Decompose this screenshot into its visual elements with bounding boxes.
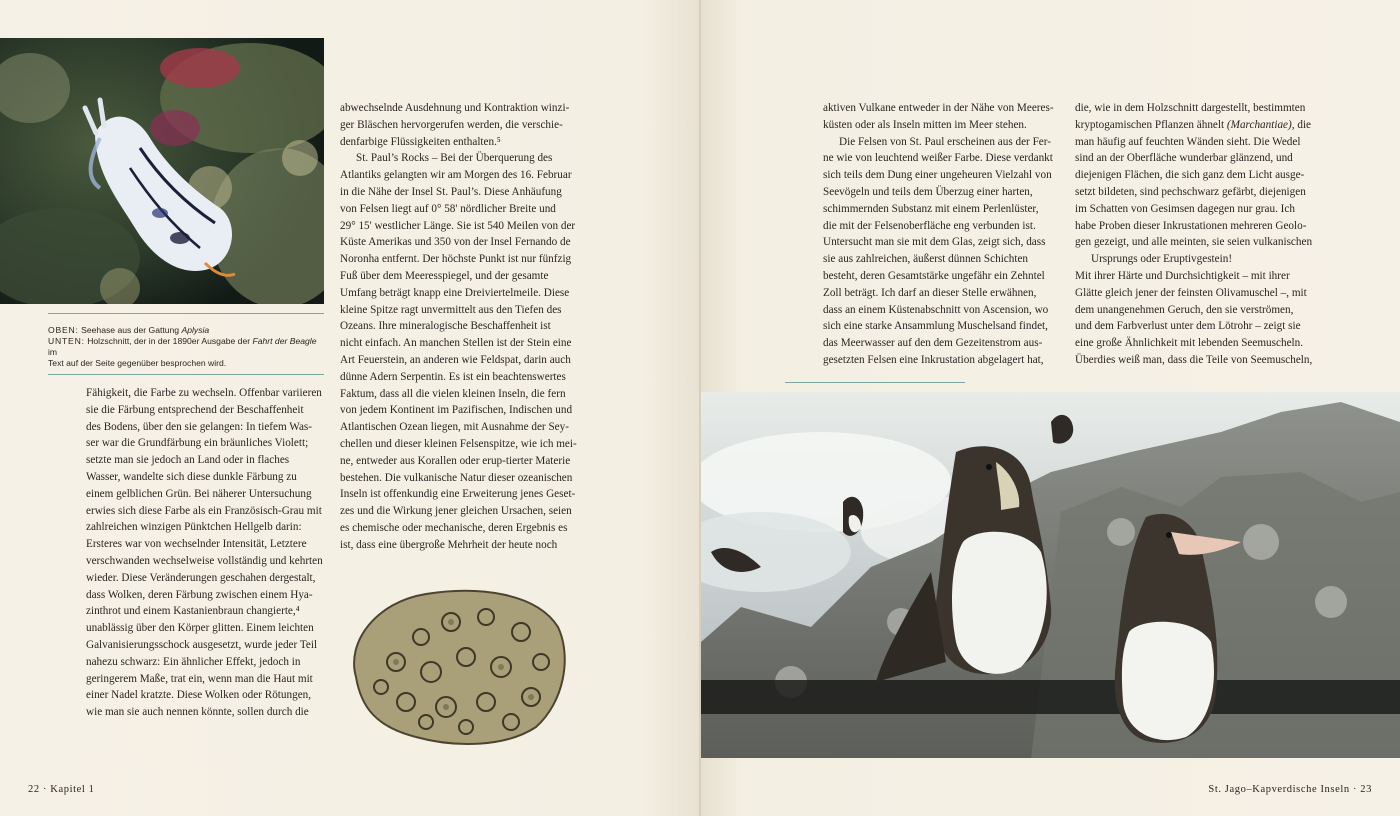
left-text-column-1 [86,385,326,721]
text-line: die mit der Felsenoberfläche eng verbunden ist. [823,219,1036,232]
text-line: zinthrot und einem Kastanienbraun changierte,⁴ [86,605,300,618]
text-line: die, wie in dem Holzschnitt dargestellt, bestimmten [1075,102,1306,114]
text-line: erwies sich diese Farbe als ein Französisch-Grau mit [86,504,322,517]
text-line: im Schatten von Gesimsen dagegen nur grau. Ich [1075,202,1295,215]
text-line: Inseln ist offenkundig eine Erweiterung jenes Geset- [340,488,576,501]
text-line: St. Paul’s Rocks – Bei der Überquerung des [356,152,553,165]
text-line: bestehen. Die vulkanische Natur dieser ozeanischen [340,471,573,484]
text-line: wieder. Diese Veränderungen geschahen dergestalt, [86,571,316,584]
text-line: Umfang beträgt knapp eine Dreiviertelmeile. Diese [340,286,570,299]
text-line: Die Felsen von St. Paul erscheinen aus der Fer- [839,135,1051,148]
text-line: ne wie von leuchtend weißer Farbe. Diese verdankt [823,152,1053,165]
text-line: sich eine starke Ansammlung Muschelsand findet, [823,320,1048,333]
text-line: besteht, deren Gesamtstärke ungefähr ein Zehntel [823,269,1045,282]
text-line: sie die Färbung entsprechend der Beschaffenheit [86,403,304,416]
text-line: einer Nadel kratzte. Diese Wolken oder Rötungen, [86,689,312,702]
text-line: Ozeans. Ihre mineralogische Beschaffenheit ist [340,320,551,333]
caption-rule-top-right [785,382,965,383]
text-line: Ersteres war von wechselnder Intensität, Letztere [86,538,307,551]
text-line: dass Wolken, deren Färbung zwischen einem Hya- [86,588,313,601]
text-line: dass an einem Küstenabschnitt von Ascension, wo [823,303,1049,316]
text-line: des Bodens, über den sie gelangen: In tiefem Was- [86,420,312,433]
caption-label-bottom: UNTEN: [48,336,85,346]
text-line: dem unangenehmen Geruch, den sie verströmen, [1075,303,1294,316]
text-line: und dem Farbverlust unter dem Lötrohr – zeigt sie [1075,320,1301,333]
text-line: gen gezeigt, und alle meinten, sie seien vulkanischen [1075,236,1313,249]
text-line: dünne Adern Serpentin. Es ist ein beachtenswertes [340,370,566,383]
text-line: einem gelblichen Grün. Bei näherer Untersuchung [86,487,312,500]
text-line: schimmernden Substanz mit einem Perlenlüster, [823,202,1039,215]
text-line: in die Nähe der Insel St. Paul’s. Diese Anhäufung [340,185,562,198]
text-line: chellen und dieser kleinen Felsenspitze, wie ich mei- [340,437,577,450]
text-line: unablässig über den Körper glitten. Einem leichten [86,622,314,635]
text-line: Küste Amerikas und 350 von der Insel Fernando de [340,236,571,249]
text-line: verschwanden wechselweise vollständig und kehrten [86,554,323,567]
left-text-column-2 [340,100,580,554]
text-line: Art Feuerstein, an anderen wie Feldspat, darin auch [340,353,571,366]
text-line: ne, entweder aus Korallen oder erup-tierter Materie [340,454,571,467]
photo-caption: OBEN: Seehase aus der Gattung Aplysia UNTEN: Holzschnitt, der in der 1890er Ausgabe der Fahrt der Beagle im Text auf der Seite gegenüber besprochen wird. [48,325,317,368]
right-folio: St. Jago–Kapverdische Inseln · 23 [1208,784,1372,795]
text-line: setzte man sie jedoch an Land oder in flaches [86,454,290,467]
text-line: von Felsen liegt auf 0° 58' nördlicher Breite und [340,202,556,215]
text-line: Zoll beträgt. Ich darf an dieser Stelle erwähnen, [823,286,1037,299]
text-line: Fuß über dem Meeresspiegel, und der gesamte [340,269,549,282]
text-line: 29° 15' westlicher Länge. Sie ist 540 Meilen von der [340,219,576,232]
text-line: küsten oder als Inseln mitten im Meer stehen. [823,118,1027,131]
brown-booby-birds-photo [701,392,1400,758]
text-line: sie aus zahlreichen, äußerst dünnen Schichten [823,253,1029,266]
chapter-title-right: St. Jago–Kapverdische Inseln [1208,784,1350,795]
text-line: nicht einfach. An manchen Stellen ist der Stein eine [340,337,572,350]
text-line: habe Proben dieser Inkrustationen mehreren Geolo- [1075,219,1307,232]
text-line: man häufig auf feuchten Wänden sieht. Die Wedel [1075,135,1301,148]
text-line: Atlantischen Ozean liegen, mit Ausnahme der Sey- [340,421,569,434]
text-line: wie man sie auch nennen könnte, sollen durch die [86,706,309,719]
text-line: Fähigkeit, die Farbe zu wechseln. Offenbar variieren [86,387,322,399]
text-line: Atlantiks gelangten wir am Morgen des 16. Februar [340,169,572,182]
text-line: Noronha entfernt. Der höchste Punkt ist nur fünfzig [340,253,572,266]
text-line: kleine Spitze ragt unvermittelt aus den Tiefen des [340,303,562,316]
text-line: kryptogamischen Pflanzen ähnelt (Marchantiae), die [1075,118,1312,131]
text-line: nahezu schwarz: Ein ähnlicher Effekt, jedoch in [86,655,301,668]
text-line: geringerem Maße, trat ein, wenn man die Haut mit [86,672,313,685]
caption-label-top: OBEN: [48,325,79,335]
text-line: sich teils dem Dung einer ungeheuren Vielzahl von [823,169,1052,182]
text-line: diejenigen Flächen, die sich ganz dem Licht ausge- [1075,169,1305,182]
page-number-right: 23 [1360,784,1372,795]
text-line: Wasser, wandelte sich diese dunkle Färbung zu [86,470,297,483]
text-line: eine große Ähnlichkeit mit lebenden Seemuscheln. [1075,337,1304,350]
text-line: ger Bläschen hervorgerufen werden, die verschie- [340,118,563,131]
text-line: aktiven Vulkane entweder in der Nähe von Meeres- [823,102,1054,114]
page-number-left: 22 [28,784,40,795]
text-line: Galvanisierungsschock ausgesetzt, wurde jeder Teil [86,638,318,651]
chapter-title-left: Kapitel 1 [50,784,95,795]
text-line: Glätte gleich jener der feinsten Olivamuschel –, mit [1075,286,1307,299]
text-line: gesetzten Felsen eine Inkrustation abgelagert hat, [823,353,1044,366]
text-line: es chemische oder mechanische, deren Ergebnis es [340,521,568,534]
left-page [0,0,699,816]
text-line: Ursprungs oder Eruptivgestein! [1091,253,1233,266]
woodcut-incrustation [336,582,572,748]
text-line: ist, dass eine übergroße Mehrheit der heute noch [340,538,558,551]
text-line: ser war die Grundfärbung ein bräunliches Violett; [86,437,309,450]
caption-rule-top [48,313,324,314]
text-line: denfarbige Flüssigkeiten enthalten.⁵ [340,135,501,148]
text-line: Überdies weiß man, dass die Teile von Seemuscheln, [1075,353,1313,366]
text-line: Mit ihrer Härte und Durchsichtigkeit – mit ihrer [1075,269,1290,282]
text-line: zahlreichen winzigen Pünktchen Hellgelb darin: [86,521,302,534]
right-text-column-1 [823,100,1081,369]
right-text-column-2 [1075,100,1325,369]
text-line: setzt bildeten, sind pechschwarz gefärbt, diejenigen [1075,185,1306,198]
text-line: zes und die Wirkung jener gleichen Ursachen, seien [340,505,572,518]
text-line: sind an der Oberfläche wunderbar glänzend, und [1075,152,1293,165]
text-line: von jedem Kontinent im Pazifischen, Indischen und [340,404,573,417]
text-line: das Meerwasser auf den dem Gezeitenstrom aus- [823,337,1043,350]
text-line: Seevögeln und teils dem Überzug einer harten, [823,185,1033,198]
text-line: Faktum, dass all die vielen kleinen Inseln, die fern [340,387,566,400]
text-line: abwechselnde Ausdehnung und Kontraktion winzi- [340,102,570,114]
sea-slug-photo [0,38,324,304]
left-folio: 22 · Kapitel 1 [28,784,95,795]
text-line: Untersucht man sie mit dem Glas, zeigt sich, dass [823,236,1046,249]
caption-rule-bottom [48,374,324,375]
